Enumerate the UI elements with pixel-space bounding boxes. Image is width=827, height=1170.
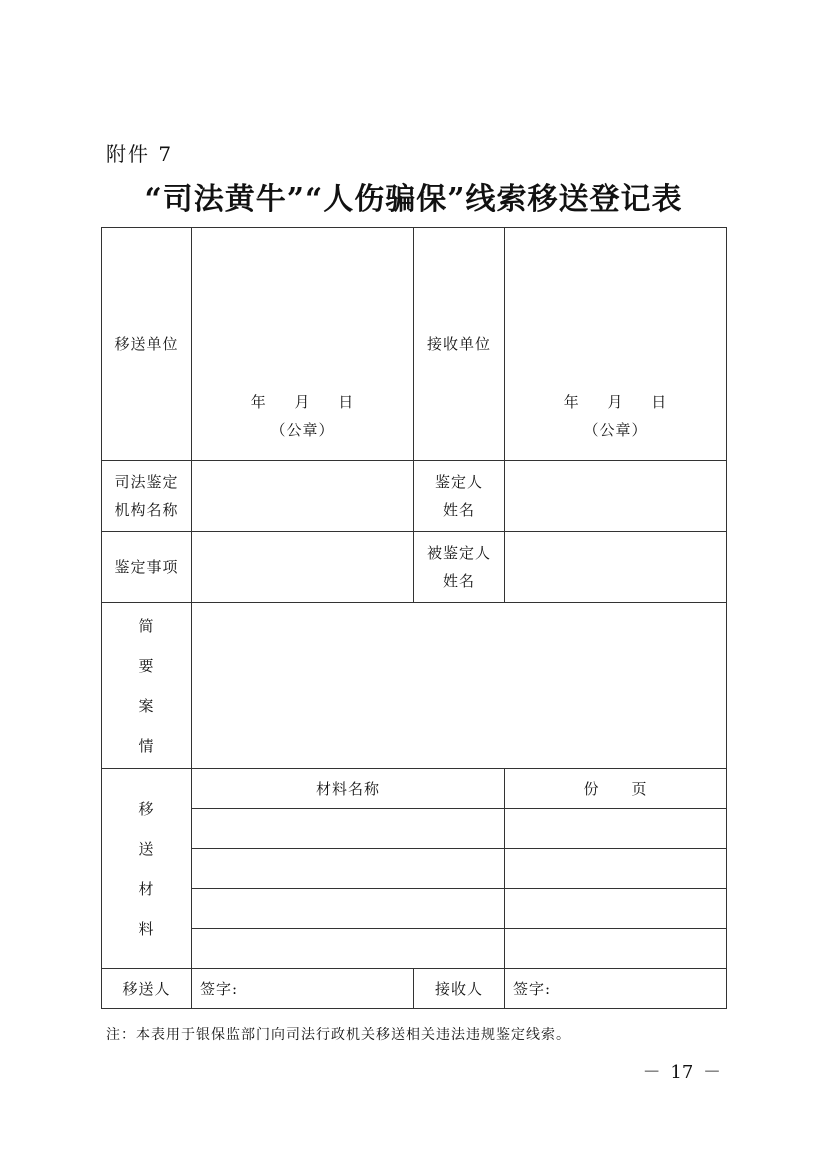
receiver-signature-field[interactable]: 签字: <box>505 969 727 1009</box>
appraisee-label-line1: 被鉴定人 <box>426 544 491 562</box>
material-row <box>102 809 727 849</box>
materials-label <box>102 769 192 969</box>
materials-header-row <box>102 769 727 809</box>
receiving-unit-label: 接收单位 <box>414 228 505 461</box>
signature-row <box>102 969 727 1009</box>
material-name-field[interactable] <box>192 849 505 889</box>
sender-label: 移送人 <box>102 969 192 1009</box>
appraiser-name-field[interactable] <box>505 461 727 532</box>
materials-char: 送 <box>138 839 155 858</box>
matter-row <box>102 532 727 603</box>
material-pages-field[interactable] <box>505 849 727 889</box>
appraiser-label <box>414 461 505 532</box>
appraisee-label <box>414 532 505 603</box>
case-summary-field[interactable] <box>192 603 727 769</box>
receiving-date-text: 年 月 日 <box>563 393 668 411</box>
receiver-label: 接收人 <box>414 969 505 1009</box>
institution-label-line1: 司法鉴定 <box>114 473 179 491</box>
appraiser-label-line2: 姓名 <box>442 501 475 519</box>
materials-char: 移 <box>138 799 155 818</box>
material-row <box>102 849 727 889</box>
institution-name-field[interactable] <box>192 461 414 532</box>
page-title: “司法黄牛”“人伤骗保”线索移送登记表 <box>144 182 683 217</box>
receiving-unit-cell[interactable] <box>505 228 727 461</box>
institution-label <box>102 461 192 532</box>
sending-unit-label: 移送单位 <box>102 228 192 461</box>
material-pages-field[interactable] <box>505 809 727 849</box>
sending-date-text: 年 月 日 <box>250 393 355 411</box>
material-pages-field[interactable] <box>505 929 727 969</box>
transfer-register-table <box>101 227 727 1009</box>
case-summary-char: 情 <box>138 736 155 755</box>
copies-pages-header: 份 页 <box>505 769 727 809</box>
appraisee-name-field[interactable] <box>505 532 727 603</box>
matter-field[interactable] <box>192 532 414 603</box>
material-pages-field[interactable] <box>505 889 727 929</box>
appraiser-label-line1: 鉴定人 <box>434 473 483 491</box>
material-name-field[interactable] <box>192 889 505 929</box>
page-number: － 17 － <box>642 1062 721 1083</box>
footnote: 注：本表用于银保监部门向司法行政机关移送相关违法违规鉴定线索。 <box>106 1027 571 1043</box>
material-name-field[interactable] <box>192 809 505 849</box>
material-name-field[interactable] <box>192 929 505 969</box>
attachment-label: 附件 7 <box>106 142 174 166</box>
institution-label-line2: 机构名称 <box>114 501 179 519</box>
institution-row <box>102 461 727 532</box>
materials-char: 料 <box>138 919 155 938</box>
unit-row <box>102 228 727 461</box>
case-summary-char: 简 <box>138 616 155 635</box>
case-summary-char: 案 <box>138 696 155 715</box>
case-summary-row <box>102 603 727 769</box>
case-summary-char: 要 <box>138 656 155 675</box>
material-row <box>102 929 727 969</box>
materials-char: 材 <box>138 879 155 898</box>
sending-seal-text: （公章） <box>270 421 335 439</box>
sender-signature-field[interactable]: 签字: <box>192 969 414 1009</box>
appraisee-label-line2: 姓名 <box>442 572 475 590</box>
sending-unit-cell[interactable] <box>192 228 414 461</box>
material-name-header: 材料名称 <box>192 769 505 809</box>
material-row <box>102 889 727 929</box>
matter-label: 鉴定事项 <box>102 532 192 603</box>
receiving-seal-text: （公章） <box>583 421 648 439</box>
case-summary-label <box>102 603 192 769</box>
